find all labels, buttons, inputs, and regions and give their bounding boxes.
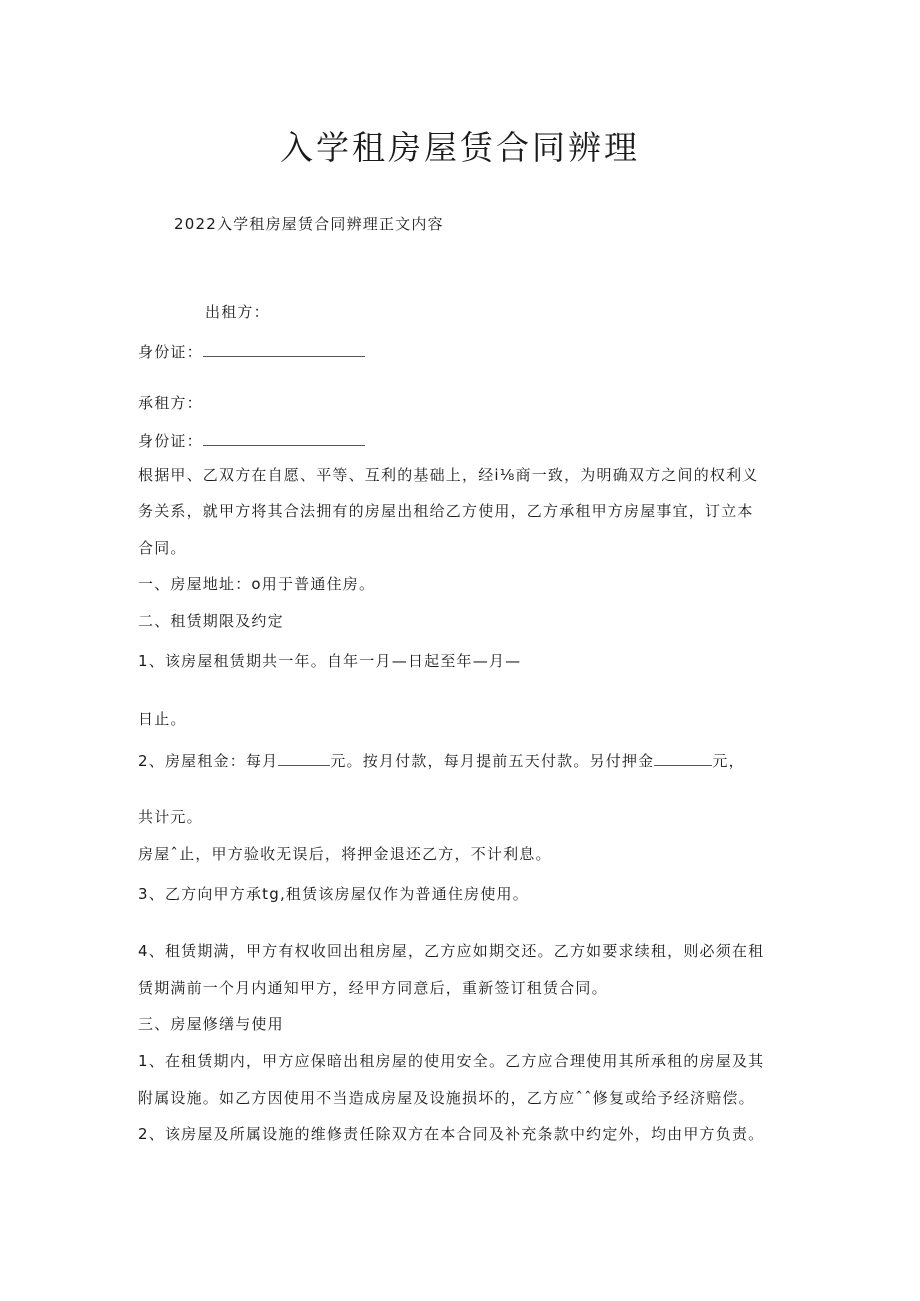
intro-line-1: 根据甲、乙双方在自愿、平等、互利的基础上，经i⅛商一致，为明确双方之间的权利义 — [138, 466, 759, 484]
blank-line — [203, 342, 365, 357]
clause-2-4-line-2: 赁期满前一个月内通知甲方，经甲方同意后，重新签订租赁合同。 — [138, 979, 608, 997]
id-label: 身份证： — [138, 432, 203, 450]
clause-2-2-unit: 元， — [712, 752, 745, 770]
section-1-heading: 一、房屋地址：o用于普通住房。 — [138, 575, 376, 593]
section-2-heading: 二、租赁期限及约定 — [138, 612, 284, 630]
clause-2-2-rent-label: 2、房屋租金：每月 — [138, 752, 279, 770]
document-title: 入学租房屋赁合同辨理 — [280, 128, 640, 167]
intro-line-3: 合同。 — [138, 539, 187, 557]
section-3-heading: 三、房屋修缮与使用 — [138, 1015, 284, 1033]
lessor-id-line — [138, 341, 365, 363]
intro-line-2: 务关系，就甲方将其合法拥有的房屋出租给乙方使用，乙方承租甲方房屋事宜，订立本 — [138, 502, 754, 520]
clause-2-2 — [138, 750, 745, 772]
clause-2-1-end: 日止。 — [138, 710, 187, 728]
id-label: 身份证： — [138, 343, 203, 361]
clause-3-1-line-1: 1、在租赁期内，甲方应保暗出租房屋的使用安全。乙方应合理使用其所承租的房屋及其 — [138, 1052, 765, 1070]
clause-2-2-end: 共计元。 — [138, 808, 203, 826]
blank-line — [278, 751, 330, 766]
clause-2-3: 3、乙方向甲方承tg,租赁该房屋仅作为普通住房使用。 — [138, 885, 529, 903]
clause-2-1: 1、该房屋租赁期共一年。自年一月—日起至年—月— — [138, 652, 522, 670]
lessee-label: 承租方： — [138, 394, 203, 412]
clause-3-2: 2、该房屋及所属设施的维修责任除双方在本合同及补充条款中约定外，均由甲方负责。 — [138, 1125, 765, 1143]
lessor-label: 出租方： — [205, 303, 270, 321]
blank-line — [654, 751, 712, 766]
clause-2-2-refund: 房屋ˆ止，甲方验收无误后，将押金退还乙方，不计利息。 — [138, 845, 552, 863]
blank-line — [203, 431, 365, 446]
lessee-id-line — [138, 430, 365, 452]
clause-2-4-line-1: 4、租赁期满，甲方有权收回出租房屋，乙方应如期交还。乙方如要求续租，则必须在租 — [138, 942, 765, 960]
clause-2-2-deposit-label: 元。按月付款，每月提前五天付款。另付押金 — [330, 752, 655, 770]
clause-3-1-line-2: 附属设施。如乙方因使用不当造成房屋及设施损坏的，乙方应ˆˆ修复或给予经济赔偿。 — [138, 1089, 755, 1107]
document-subtitle: 2022入学租房屋赁合同辨理正文内容 — [174, 215, 444, 233]
